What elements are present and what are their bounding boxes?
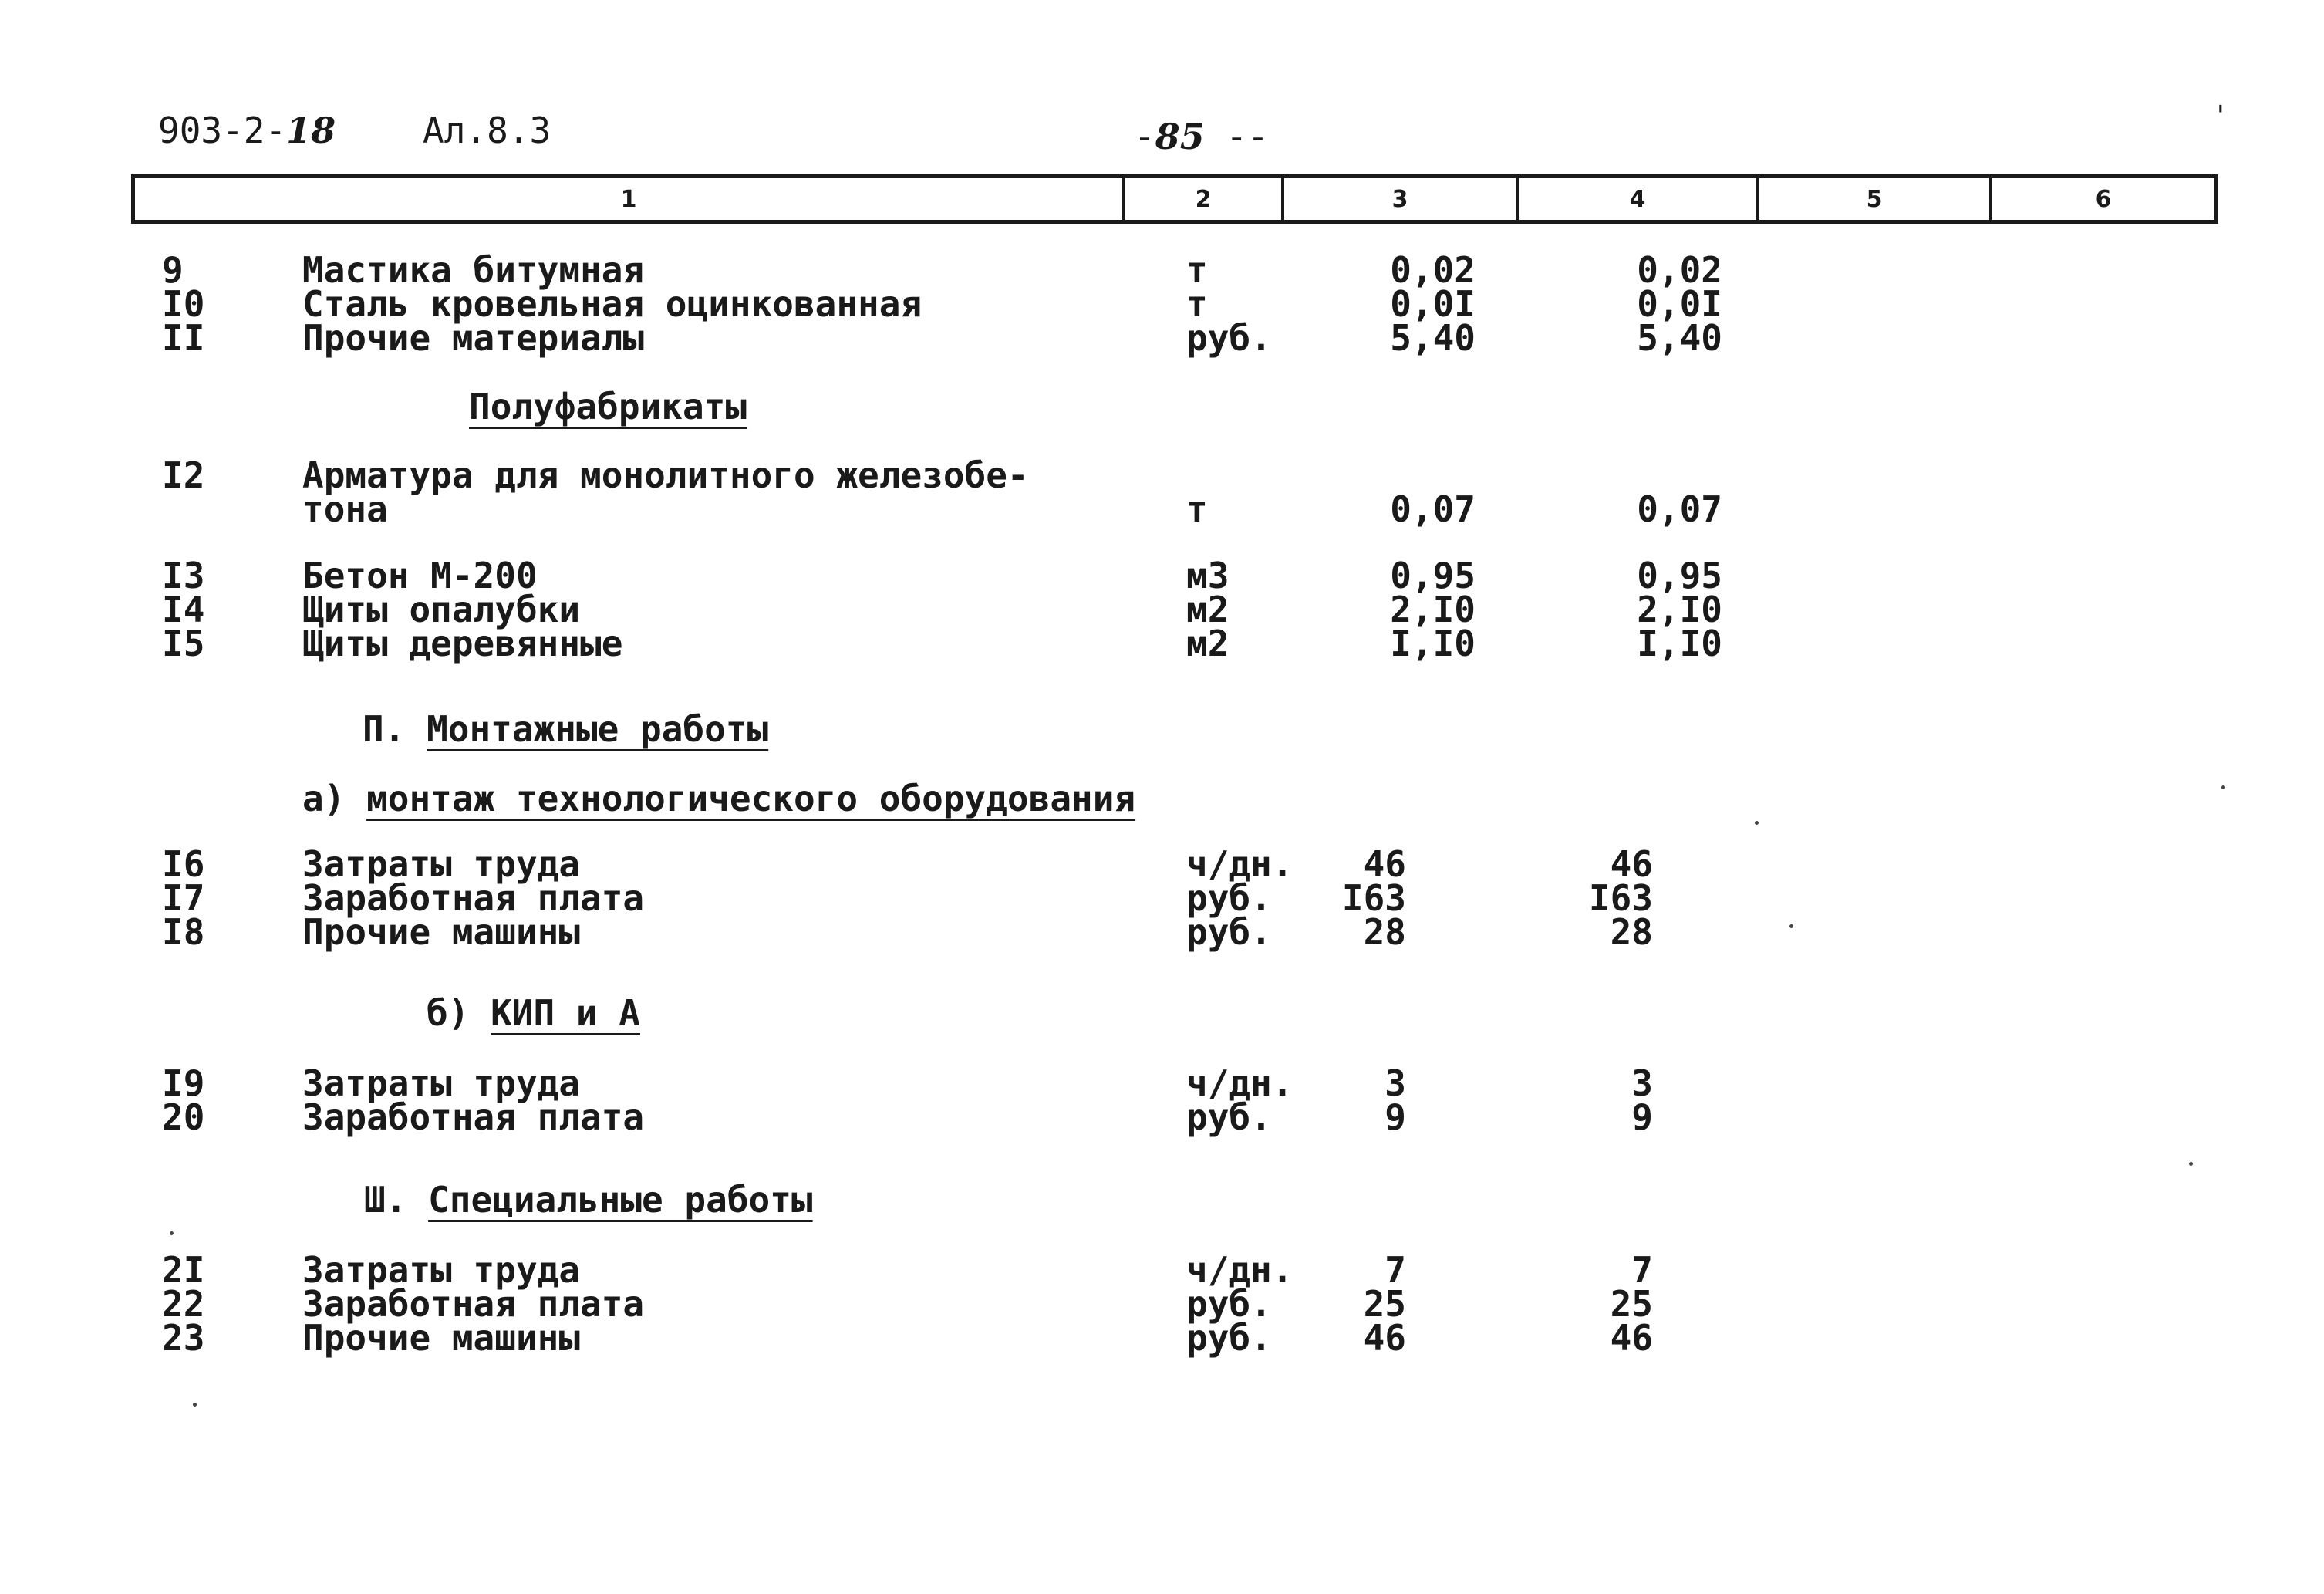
row-value-4: 0,02 xyxy=(1637,249,1722,291)
row-unit: м2 xyxy=(1186,623,1229,664)
row-name-line1: Арматура для монолитного железобе- xyxy=(302,454,1029,496)
row-value-3: 46 xyxy=(1363,843,1406,885)
table-row xyxy=(0,1096,2324,1138)
row-name-line2: тона xyxy=(302,488,388,530)
row-value-3: 5,40 xyxy=(1390,317,1476,359)
subsection-instrumentation xyxy=(427,992,640,1034)
section-prefix: П. xyxy=(363,708,406,750)
row-value-3: I63 xyxy=(1341,877,1406,919)
row-name: Прочие машины xyxy=(302,911,581,953)
row-name: Заработная плата xyxy=(302,1096,645,1138)
row-value-3: 2,I0 xyxy=(1390,589,1476,630)
row-unit: руб. xyxy=(1186,911,1272,953)
scan-speck xyxy=(1755,821,1759,825)
row-value-3: 0,95 xyxy=(1390,555,1476,596)
scan-speck xyxy=(2189,1162,2193,1166)
subsection-prefix: а) xyxy=(302,778,346,819)
row-value-3: 28 xyxy=(1363,911,1406,953)
row-value-3: 25 xyxy=(1363,1283,1406,1325)
row-value-4: 5,40 xyxy=(1637,317,1722,359)
page-number-value: 85 xyxy=(1155,116,1205,157)
subsection-prefix: б) xyxy=(427,992,470,1034)
row-unit: т xyxy=(1186,283,1208,325)
row-value-4: 0,0I xyxy=(1637,283,1722,325)
row-value-4: 3 xyxy=(1631,1062,1653,1104)
table-row xyxy=(0,317,2324,359)
page-number: -85 -- xyxy=(1134,116,1269,157)
section-title: Монтажные работы xyxy=(427,708,769,750)
row-number: I9 xyxy=(162,1062,205,1104)
row-unit: руб. xyxy=(1186,877,1272,919)
row-unit: м2 xyxy=(1186,589,1229,630)
row-value-3: 0,0I xyxy=(1390,283,1476,325)
row-number: 23 xyxy=(162,1317,205,1359)
section-semi-finished: Полуфабрикаты xyxy=(469,386,747,427)
section-installation-works xyxy=(363,708,768,750)
row-value-4: I,I0 xyxy=(1637,623,1722,664)
row-name: Прочие машины xyxy=(302,1317,581,1359)
row-number: I3 xyxy=(162,555,205,596)
row-unit: ч/дн. xyxy=(1186,1062,1294,1104)
row-value-4: 2,I0 xyxy=(1637,589,1722,630)
row-unit: т xyxy=(1186,488,1208,530)
row-name: Прочие материалы xyxy=(302,317,645,359)
subsection-title: КИП и А xyxy=(491,992,640,1034)
margin-mark: ' xyxy=(2212,100,2229,132)
table-row xyxy=(0,1283,2324,1325)
row-unit: руб. xyxy=(1186,317,1272,359)
row-number: I6 xyxy=(162,843,205,885)
row-name: Сталь кровельная оцинкованная xyxy=(302,283,923,325)
row-value-3: 7 xyxy=(1385,1249,1406,1291)
row-number: I7 xyxy=(162,877,205,919)
row-value-3: 9 xyxy=(1385,1096,1406,1138)
section-prefix: Ш. xyxy=(364,1179,407,1221)
row-name: Затраты труда xyxy=(302,1249,581,1291)
row-number: 9 xyxy=(162,249,184,291)
column-header-5: 5 xyxy=(1759,178,1992,220)
row-number: I2 xyxy=(162,454,205,496)
row-number: I8 xyxy=(162,911,205,953)
table-row xyxy=(0,1249,2324,1291)
table-row xyxy=(0,249,2324,291)
row-unit: ч/дн. xyxy=(1186,1249,1294,1291)
row-unit: м3 xyxy=(1186,555,1229,596)
row-name: Заработная плата xyxy=(302,1283,645,1325)
row-value-3: 46 xyxy=(1363,1317,1406,1359)
row-value-4: 28 xyxy=(1610,911,1653,953)
table-row xyxy=(0,283,2324,325)
table-row xyxy=(0,454,2324,496)
row-name: Щиты деревянные xyxy=(302,623,623,664)
row-value-3: 0,07 xyxy=(1390,488,1476,530)
table-row xyxy=(0,1062,2324,1104)
row-value-4: 25 xyxy=(1610,1283,1653,1325)
table-row xyxy=(0,555,2324,596)
row-name: Затраты труда xyxy=(302,843,581,885)
row-value-4: 46 xyxy=(1610,1317,1653,1359)
row-unit: т xyxy=(1186,249,1208,291)
row-value-4: 7 xyxy=(1631,1249,1653,1291)
row-value-4: I63 xyxy=(1588,877,1653,919)
column-header-2: 2 xyxy=(1125,178,1284,220)
document-code xyxy=(158,110,336,151)
row-name: Бетон М-200 xyxy=(302,555,538,596)
table-row xyxy=(0,843,2324,885)
row-name: Заработная плата xyxy=(302,877,645,919)
row-unit: ч/дн. xyxy=(1186,843,1294,885)
scan-speck xyxy=(1789,924,1793,928)
column-header-3: 3 xyxy=(1284,178,1519,220)
row-value-4: 9 xyxy=(1631,1096,1653,1138)
scan-speck xyxy=(193,1403,197,1407)
row-value-3: I,I0 xyxy=(1390,623,1476,664)
table-row xyxy=(0,1317,2324,1359)
subsection-equipment-installation xyxy=(302,778,1135,819)
row-number: 20 xyxy=(162,1096,205,1138)
row-unit: руб. xyxy=(1186,1096,1272,1138)
scan-speck xyxy=(170,1231,174,1235)
document-code-handwritten: 18 xyxy=(286,110,336,151)
row-name: Мастика битумная xyxy=(302,249,645,291)
row-number: II xyxy=(162,317,205,359)
row-unit: руб. xyxy=(1186,1317,1272,1359)
table-row xyxy=(0,623,2324,664)
table-row-continuation xyxy=(0,488,2324,530)
row-number: I5 xyxy=(162,623,205,664)
row-number: 22 xyxy=(162,1283,205,1325)
table-row xyxy=(0,911,2324,953)
album-label: Ал.8.3 xyxy=(423,110,551,151)
section-title: Специальные работы xyxy=(428,1179,813,1221)
row-value-3: 3 xyxy=(1385,1062,1406,1104)
row-name: Щиты опалубки xyxy=(302,589,581,630)
row-value-4: 0,07 xyxy=(1637,488,1722,530)
row-unit: руб. xyxy=(1186,1283,1272,1325)
section-special-works xyxy=(364,1179,813,1221)
column-header-1: 1 xyxy=(135,178,1125,220)
row-number: I4 xyxy=(162,589,205,630)
column-header-6: 6 xyxy=(2095,185,2112,213)
row-number: I0 xyxy=(162,283,205,325)
column-header-row xyxy=(131,174,2218,224)
row-value-3: 0,02 xyxy=(1390,249,1476,291)
row-number: 2I xyxy=(162,1249,205,1291)
scan-speck xyxy=(2221,785,2225,789)
table-row xyxy=(0,589,2324,630)
row-value-4: 46 xyxy=(1610,843,1653,885)
row-name: Затраты труда xyxy=(302,1062,581,1104)
column-header-4: 4 xyxy=(1519,178,1759,220)
subsection-title: монтаж технологического оборудования xyxy=(366,778,1136,819)
document-code-prefix: 903-2- xyxy=(158,110,287,151)
table-row xyxy=(0,877,2324,919)
row-value-4: 0,95 xyxy=(1637,555,1722,596)
